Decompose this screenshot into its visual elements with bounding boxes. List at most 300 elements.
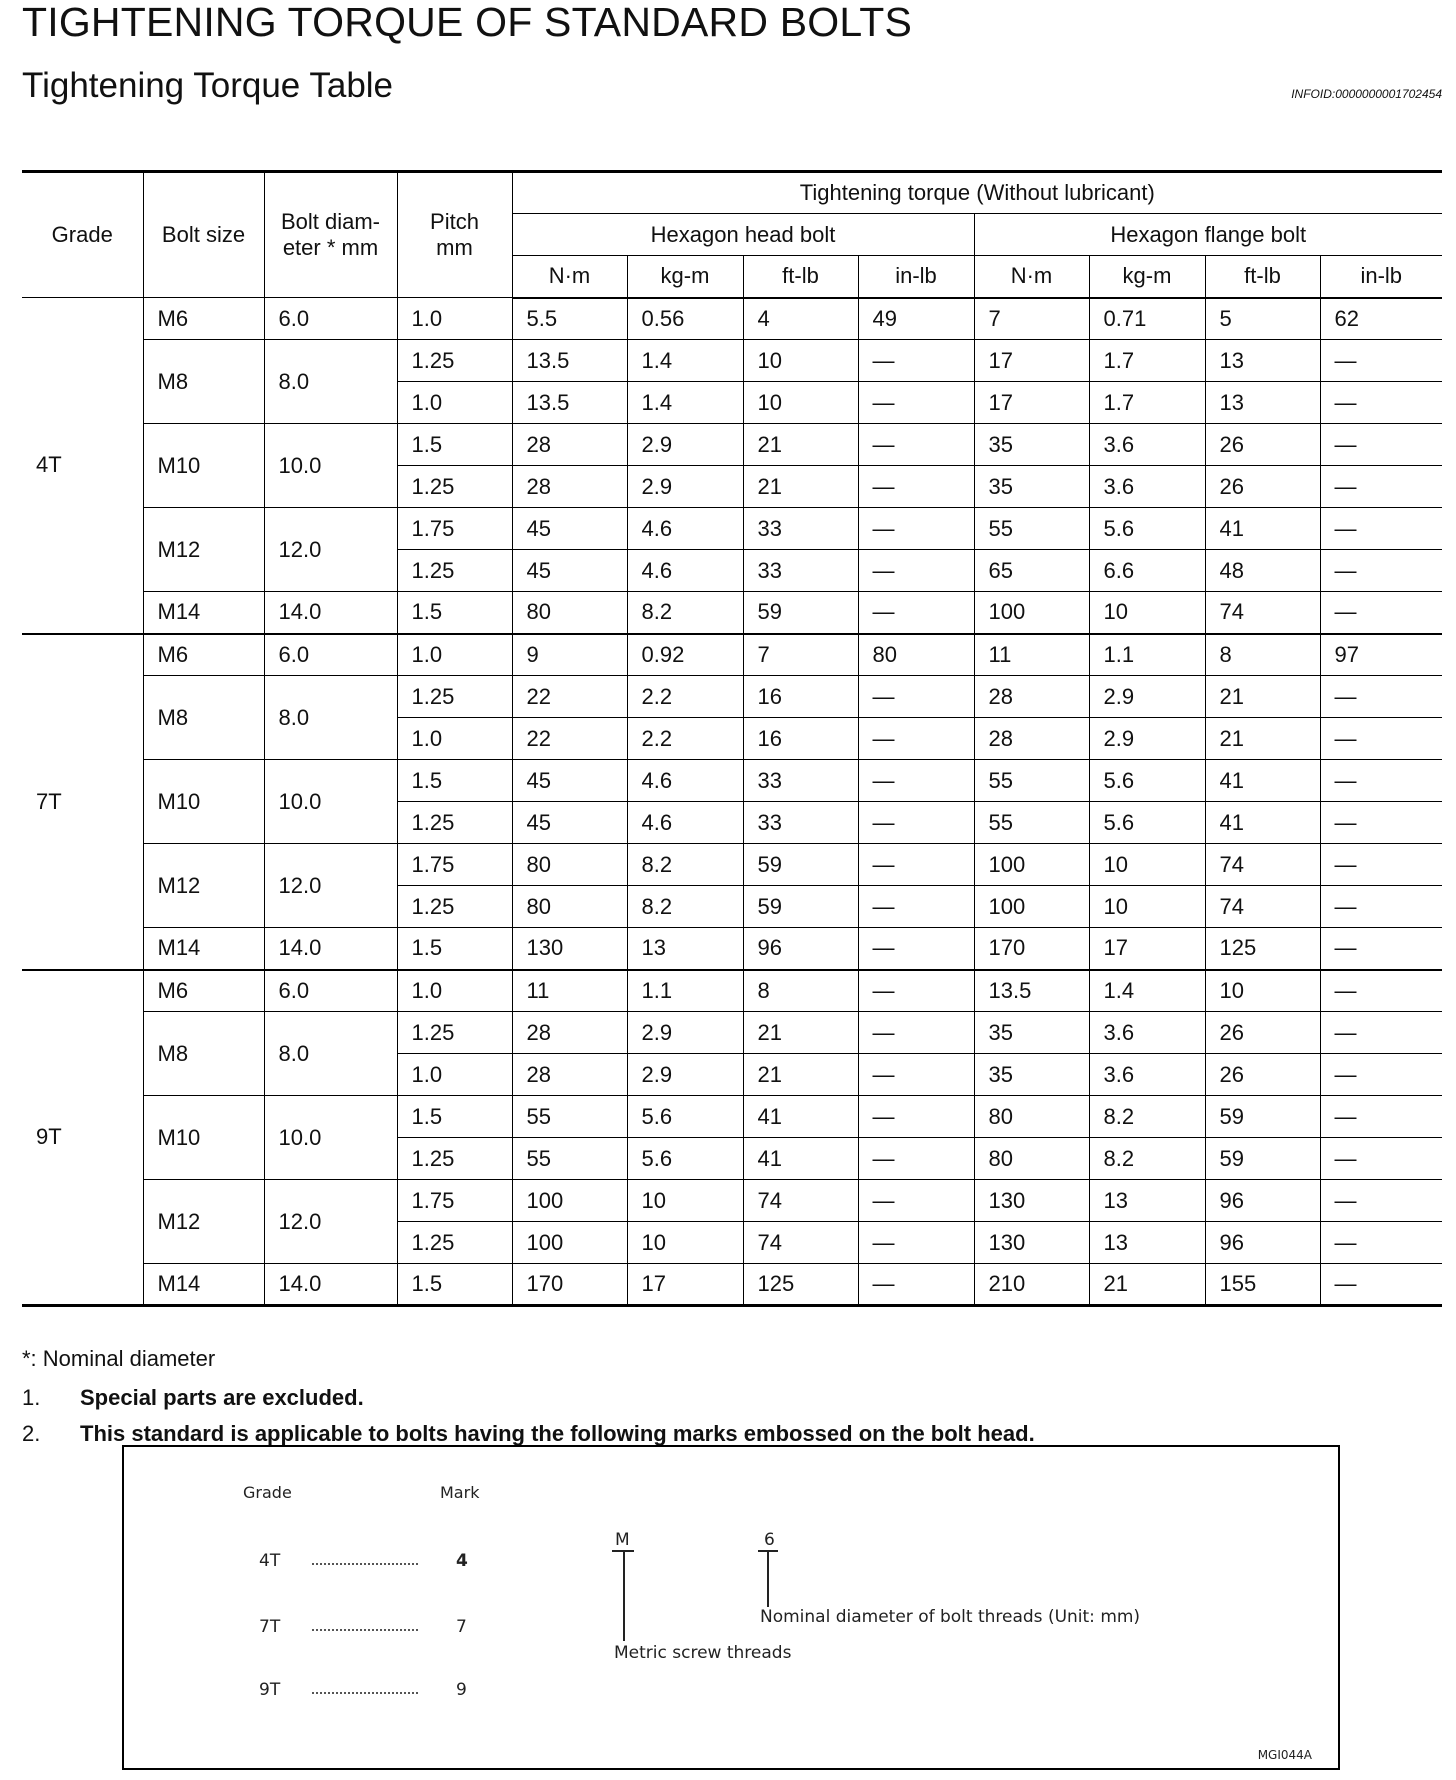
flange-ftlb-cell: 13 (1205, 382, 1320, 424)
pitch-cell: 1.75 (397, 844, 512, 886)
head-kgm-cell: 1.1 (627, 970, 743, 1012)
flange-nm-cell: 55 (974, 760, 1089, 802)
head-ftlb-cell: 33 (743, 802, 858, 844)
flange-kgm-cell: 1.7 (1089, 382, 1205, 424)
head-ftlb-cell: 41 (743, 1096, 858, 1138)
head-nm-cell: 13.5 (512, 382, 627, 424)
bolt-size-cell: M6 (143, 634, 264, 676)
head-ftlb-cell: 21 (743, 466, 858, 508)
head-nm-cell: 55 (512, 1096, 627, 1138)
flange-nm-cell: 28 (974, 676, 1089, 718)
pitch-cell: 1.5 (397, 424, 512, 466)
torque-table (22, 170, 1442, 1307)
head-kgm-cell: 2.2 (627, 718, 743, 760)
bolt-size-cell: M12 (143, 844, 264, 928)
header-unit: kg-m (627, 256, 743, 298)
header-bolt-diameter (264, 172, 397, 298)
flange-nm-cell: 17 (974, 340, 1089, 382)
note-number: 1. (22, 1385, 41, 1410)
flange-kgm-cell: 1.7 (1089, 340, 1205, 382)
bolt-diameter-cell: 10.0 (264, 1096, 397, 1180)
bolt-mark-figure (122, 1445, 1340, 1770)
pitch-cell: 1.75 (397, 508, 512, 550)
bolt-diameter-cell: 14.0 (264, 928, 397, 970)
pitch-cell: 1.75 (397, 1180, 512, 1222)
flange-kgm-cell: 8.2 (1089, 1096, 1205, 1138)
header-unit: in-lb (858, 256, 974, 298)
head-inlb-cell: — (858, 1180, 974, 1222)
flange-inlb-cell: — (1320, 550, 1442, 592)
head-ftlb-cell: 33 (743, 760, 858, 802)
table-row (22, 1012, 1442, 1054)
bolt-size-cell: M14 (143, 928, 264, 970)
bolt-diameter-cell: 14.0 (264, 1264, 397, 1306)
header-grade: Grade (22, 172, 143, 298)
head-kgm-cell: 10 (627, 1222, 743, 1264)
bolt-diameter-cell: 8.0 (264, 340, 397, 424)
flange-ftlb-cell: 59 (1205, 1138, 1320, 1180)
head-nm-cell: 55 (512, 1138, 627, 1180)
head-ftlb-cell: 10 (743, 340, 858, 382)
head-kgm-cell: 4.6 (627, 550, 743, 592)
flange-kgm-cell: 10 (1089, 844, 1205, 886)
table-row (22, 340, 1442, 382)
flange-inlb-cell: — (1320, 844, 1442, 886)
header-pitch (397, 172, 512, 298)
figure-diameter-label: Nominal diameter of bolt threads (Unit: mm) (760, 1607, 1141, 1627)
table-row (22, 760, 1442, 802)
head-ftlb-cell: 8 (743, 970, 858, 1012)
flange-nm-cell: 35 (974, 424, 1089, 466)
flange-kgm-cell: 3.6 (1089, 466, 1205, 508)
flange-nm-cell: 28 (974, 718, 1089, 760)
flange-kgm-cell: 5.6 (1089, 508, 1205, 550)
flange-kgm-cell: 13 (1089, 1180, 1205, 1222)
head-nm-cell: 80 (512, 592, 627, 634)
head-ftlb-cell: 10 (743, 382, 858, 424)
flange-kgm-cell: 21 (1089, 1264, 1205, 1306)
head-inlb-cell: — (858, 886, 974, 928)
head-kgm-cell: 2.9 (627, 424, 743, 466)
head-inlb-cell: — (858, 760, 974, 802)
grade-cell: 4T (22, 298, 143, 634)
flange-kgm-cell: 1.4 (1089, 970, 1205, 1012)
flange-nm-cell: 80 (974, 1096, 1089, 1138)
head-nm-cell: 170 (512, 1264, 627, 1306)
head-ftlb-cell: 59 (743, 844, 858, 886)
flange-inlb-cell: — (1320, 1222, 1442, 1264)
bolt-size-cell: M12 (143, 1180, 264, 1264)
flange-inlb-cell: — (1320, 802, 1442, 844)
bolt-diameter-cell: 12.0 (264, 844, 397, 928)
page-title: TIGHTENING TORQUE OF STANDARD BOLTS (22, 0, 913, 45)
table-row (22, 844, 1442, 886)
head-kgm-cell: 2.9 (627, 1054, 743, 1096)
note-text: This standard is applicable to bolts having the following marks embossed on the bolt head. (80, 1421, 1035, 1446)
head-inlb-cell: — (858, 1096, 974, 1138)
flange-nm-cell: 35 (974, 1054, 1089, 1096)
head-kgm-cell: 1.4 (627, 382, 743, 424)
head-nm-cell: 22 (512, 718, 627, 760)
head-kgm-cell: 4.6 (627, 802, 743, 844)
bolt-diameter-cell: 8.0 (264, 1012, 397, 1096)
flange-kgm-cell: 3.6 (1089, 424, 1205, 466)
head-nm-cell: 100 (512, 1180, 627, 1222)
head-inlb-cell: — (858, 1054, 974, 1096)
head-inlb-cell: — (858, 1012, 974, 1054)
bolt-diameter-cell: 10.0 (264, 760, 397, 844)
bolt-diameter-cell: 6.0 (264, 970, 397, 1012)
figure-diameter-number: 6 (764, 1530, 775, 1550)
flange-kgm-cell: 10 (1089, 886, 1205, 928)
flange-nm-cell: 130 (974, 1180, 1089, 1222)
head-inlb-cell: — (858, 1264, 974, 1306)
figure-dot-leader (312, 1563, 418, 1565)
head-inlb-cell: — (858, 382, 974, 424)
head-kgm-cell: 5.6 (627, 1138, 743, 1180)
flange-nm-cell: 35 (974, 466, 1089, 508)
note-text: Special parts are excluded. (80, 1385, 364, 1410)
flange-kgm-cell: 5.6 (1089, 760, 1205, 802)
head-ftlb-cell: 33 (743, 508, 858, 550)
head-inlb-cell: — (858, 718, 974, 760)
flange-ftlb-cell: 41 (1205, 760, 1320, 802)
flange-ftlb-cell: 10 (1205, 970, 1320, 1012)
table-row (22, 1180, 1442, 1222)
flange-nm-cell: 100 (974, 886, 1089, 928)
figure-number-leader (767, 1550, 769, 1607)
pitch-cell: 1.0 (397, 718, 512, 760)
flange-ftlb-cell: 155 (1205, 1264, 1320, 1306)
flange-nm-cell: 55 (974, 802, 1089, 844)
table-row (22, 928, 1442, 970)
pitch-cell: 1.25 (397, 802, 512, 844)
flange-kgm-cell: 13 (1089, 1222, 1205, 1264)
flange-ftlb-cell: 13 (1205, 340, 1320, 382)
head-inlb-cell: — (858, 970, 974, 1012)
flange-ftlb-cell: 48 (1205, 550, 1320, 592)
flange-kgm-cell: 5.6 (1089, 802, 1205, 844)
head-inlb-cell: — (858, 550, 974, 592)
grade-cell: 9T (22, 970, 143, 1306)
flange-ftlb-cell: 96 (1205, 1222, 1320, 1264)
flange-nm-cell: 35 (974, 1012, 1089, 1054)
bolt-size-cell: M14 (143, 1264, 264, 1306)
figure-grade-label: 7T (259, 1617, 281, 1637)
head-nm-cell: 45 (512, 550, 627, 592)
flange-inlb-cell: — (1320, 340, 1442, 382)
flange-inlb-cell: — (1320, 592, 1442, 634)
flange-inlb-cell: — (1320, 1264, 1442, 1306)
head-inlb-cell: — (858, 1222, 974, 1264)
flange-kgm-cell: 10 (1089, 592, 1205, 634)
header-unit: ft-lb (1205, 256, 1320, 298)
head-kgm-cell: 4.6 (627, 508, 743, 550)
flange-ftlb-cell: 21 (1205, 718, 1320, 760)
flange-ftlb-cell: 96 (1205, 1180, 1320, 1222)
head-ftlb-cell: 74 (743, 1180, 858, 1222)
head-kgm-cell: 2.9 (627, 466, 743, 508)
flange-inlb-cell: — (1320, 382, 1442, 424)
pitch-cell: 1.0 (397, 970, 512, 1012)
header-bolt-size: Bolt size (143, 172, 264, 298)
info-id: INFOID:0000000001702454 (1291, 87, 1442, 101)
flange-inlb-cell: 62 (1320, 298, 1442, 340)
flange-nm-cell: 65 (974, 550, 1089, 592)
pitch-cell: 1.0 (397, 382, 512, 424)
head-ftlb-cell: 7 (743, 634, 858, 676)
figure-dot-leader (312, 1629, 418, 1631)
flange-inlb-cell: — (1320, 718, 1442, 760)
figure-grade-header: Grade (243, 1483, 292, 1502)
header-unit: ft-lb (743, 256, 858, 298)
footnote: *: Nominal diameter (22, 1346, 216, 1371)
pitch-cell: 1.0 (397, 1054, 512, 1096)
table-row (22, 1096, 1442, 1138)
flange-kgm-cell: 8.2 (1089, 1138, 1205, 1180)
head-kgm-cell: 17 (627, 1264, 743, 1306)
flange-ftlb-cell: 5 (1205, 298, 1320, 340)
head-ftlb-cell: 21 (743, 1054, 858, 1096)
bolt-diameter-cell: 6.0 (264, 298, 397, 340)
flange-nm-cell: 100 (974, 592, 1089, 634)
header-pitch-text: Pitch mm (430, 209, 479, 260)
bolt-diameter-cell: 14.0 (264, 592, 397, 634)
bolt-size-cell: M10 (143, 424, 264, 508)
flange-ftlb-cell: 26 (1205, 466, 1320, 508)
flange-nm-cell: 13.5 (974, 970, 1089, 1012)
pitch-cell: 1.5 (397, 592, 512, 634)
flange-ftlb-cell: 21 (1205, 676, 1320, 718)
flange-inlb-cell: — (1320, 760, 1442, 802)
head-kgm-cell: 8.2 (627, 844, 743, 886)
head-nm-cell: 45 (512, 760, 627, 802)
header-unit: kg-m (1089, 256, 1205, 298)
flange-inlb-cell: — (1320, 1138, 1442, 1180)
bolt-size-cell: M14 (143, 592, 264, 634)
pitch-cell: 1.25 (397, 1138, 512, 1180)
flange-inlb-cell: — (1320, 466, 1442, 508)
bolt-diameter-cell: 6.0 (264, 634, 397, 676)
header-unit: N·m (974, 256, 1089, 298)
flange-kgm-cell: 3.6 (1089, 1012, 1205, 1054)
flange-kgm-cell: 2.9 (1089, 718, 1205, 760)
flange-inlb-cell: — (1320, 676, 1442, 718)
figure-mark-value: 4 (456, 1551, 468, 1571)
pitch-cell: 1.5 (397, 1264, 512, 1306)
torque-table-body (22, 298, 1442, 1306)
pitch-cell: 1.0 (397, 298, 512, 340)
head-inlb-cell: 49 (858, 298, 974, 340)
header-hexagon-flange-bolt: Hexagon flange bolt (974, 214, 1442, 256)
flange-ftlb-cell: 26 (1205, 1054, 1320, 1096)
bolt-size-cell: M8 (143, 340, 264, 424)
head-ftlb-cell: 59 (743, 592, 858, 634)
figure-mark-value: 7 (456, 1617, 467, 1637)
head-kgm-cell: 0.92 (627, 634, 743, 676)
head-inlb-cell: — (858, 340, 974, 382)
flange-nm-cell: 130 (974, 1222, 1089, 1264)
bolt-diameter-cell: 10.0 (264, 424, 397, 508)
flange-nm-cell: 210 (974, 1264, 1089, 1306)
figure-letter-leader (623, 1550, 625, 1641)
bolt-size-cell: M10 (143, 1096, 264, 1180)
head-inlb-cell: — (858, 844, 974, 886)
figure-reference-code: MGI044A (1257, 1748, 1312, 1762)
head-kgm-cell: 8.2 (627, 592, 743, 634)
head-ftlb-cell: 16 (743, 718, 858, 760)
notes (22, 1344, 1442, 1452)
flange-nm-cell: 80 (974, 1138, 1089, 1180)
head-ftlb-cell: 59 (743, 886, 858, 928)
head-ftlb-cell: 41 (743, 1138, 858, 1180)
flange-nm-cell: 11 (974, 634, 1089, 676)
flange-nm-cell: 7 (974, 298, 1089, 340)
figure-grade-label: 9T (259, 1680, 281, 1700)
table-row (22, 676, 1442, 718)
figure-mark-header: Mark (440, 1483, 480, 1502)
pitch-cell: 1.5 (397, 928, 512, 970)
figure-metric-label: Metric screw threads (614, 1643, 792, 1663)
head-ftlb-cell: 33 (743, 550, 858, 592)
bolt-size-cell: M6 (143, 298, 264, 340)
flange-ftlb-cell: 74 (1205, 886, 1320, 928)
flange-ftlb-cell: 125 (1205, 928, 1320, 970)
head-inlb-cell: 80 (858, 634, 974, 676)
note-number: 2. (22, 1421, 41, 1446)
figure-dot-leader (312, 1692, 418, 1694)
head-nm-cell: 28 (512, 466, 627, 508)
table-row (22, 1264, 1442, 1306)
head-nm-cell: 13.5 (512, 340, 627, 382)
flange-kgm-cell: 17 (1089, 928, 1205, 970)
flange-inlb-cell: — (1320, 970, 1442, 1012)
flange-inlb-cell: — (1320, 1096, 1442, 1138)
pitch-cell: 1.25 (397, 886, 512, 928)
head-nm-cell: 45 (512, 508, 627, 550)
bolt-size-cell: M6 (143, 970, 264, 1012)
flange-inlb-cell: — (1320, 886, 1442, 928)
head-kgm-cell: 2.9 (627, 1012, 743, 1054)
flange-inlb-cell: 97 (1320, 634, 1442, 676)
pitch-cell: 1.25 (397, 466, 512, 508)
flange-kgm-cell: 1.1 (1089, 634, 1205, 676)
bolt-size-cell: M12 (143, 508, 264, 592)
head-inlb-cell: — (858, 466, 974, 508)
head-kgm-cell: 10 (627, 1180, 743, 1222)
table-row (22, 508, 1442, 550)
table-row (22, 298, 1442, 340)
header-hexagon-head-bolt: Hexagon head bolt (512, 214, 974, 256)
head-inlb-cell: — (858, 1138, 974, 1180)
bolt-size-cell: M8 (143, 676, 264, 760)
head-nm-cell: 9 (512, 634, 627, 676)
pitch-cell: 1.5 (397, 1096, 512, 1138)
head-kgm-cell: 4.6 (627, 760, 743, 802)
header-unit: in-lb (1320, 256, 1442, 298)
flange-nm-cell: 17 (974, 382, 1089, 424)
head-ftlb-cell: 21 (743, 1012, 858, 1054)
flange-kgm-cell: 0.71 (1089, 298, 1205, 340)
pitch-cell: 1.0 (397, 634, 512, 676)
flange-ftlb-cell: 41 (1205, 802, 1320, 844)
flange-nm-cell: 170 (974, 928, 1089, 970)
head-ftlb-cell: 4 (743, 298, 858, 340)
flange-inlb-cell: — (1320, 928, 1442, 970)
head-inlb-cell: — (858, 424, 974, 466)
header-torque-group: Tightening torque (Without lubricant) (512, 172, 1442, 214)
head-nm-cell: 45 (512, 802, 627, 844)
flange-ftlb-cell: 59 (1205, 1096, 1320, 1138)
head-nm-cell: 5.5 (512, 298, 627, 340)
head-kgm-cell: 2.2 (627, 676, 743, 718)
pitch-cell: 1.25 (397, 340, 512, 382)
table-row (22, 424, 1442, 466)
flange-ftlb-cell: 41 (1205, 508, 1320, 550)
head-kgm-cell: 8.2 (627, 886, 743, 928)
head-inlb-cell: — (858, 676, 974, 718)
head-nm-cell: 130 (512, 928, 627, 970)
head-nm-cell: 28 (512, 1012, 627, 1054)
header-bolt-diameter-text: Bolt diam-eter * mm (280, 209, 381, 260)
bolt-size-cell: M8 (143, 1012, 264, 1096)
header-unit: N·m (512, 256, 627, 298)
head-ftlb-cell: 74 (743, 1222, 858, 1264)
pitch-cell: 1.25 (397, 676, 512, 718)
flange-inlb-cell: — (1320, 424, 1442, 466)
head-nm-cell: 80 (512, 844, 627, 886)
flange-inlb-cell: — (1320, 1180, 1442, 1222)
head-inlb-cell: — (858, 928, 974, 970)
head-ftlb-cell: 21 (743, 424, 858, 466)
figure-mark-value: 9 (456, 1680, 467, 1700)
flange-inlb-cell: — (1320, 1054, 1442, 1096)
head-nm-cell: 28 (512, 424, 627, 466)
flange-kgm-cell: 6.6 (1089, 550, 1205, 592)
head-kgm-cell: 0.56 (627, 298, 743, 340)
head-ftlb-cell: 96 (743, 928, 858, 970)
flange-ftlb-cell: 8 (1205, 634, 1320, 676)
pitch-cell: 1.25 (397, 1012, 512, 1054)
pitch-cell: 1.25 (397, 550, 512, 592)
head-nm-cell: 22 (512, 676, 627, 718)
head-inlb-cell: — (858, 508, 974, 550)
flange-nm-cell: 100 (974, 844, 1089, 886)
flange-ftlb-cell: 26 (1205, 424, 1320, 466)
flange-kgm-cell: 3.6 (1089, 1054, 1205, 1096)
flange-nm-cell: 55 (974, 508, 1089, 550)
bolt-size-cell: M10 (143, 760, 264, 844)
section-subtitle: Tightening Torque Table (22, 66, 394, 105)
flange-inlb-cell: — (1320, 1012, 1442, 1054)
pitch-cell: 1.25 (397, 1222, 512, 1264)
flange-inlb-cell: — (1320, 508, 1442, 550)
flange-ftlb-cell: 26 (1205, 1012, 1320, 1054)
grade-cell: 7T (22, 634, 143, 970)
head-inlb-cell: — (858, 802, 974, 844)
head-nm-cell: 28 (512, 1054, 627, 1096)
flange-ftlb-cell: 74 (1205, 592, 1320, 634)
bolt-diameter-cell: 8.0 (264, 676, 397, 760)
bolt-diameter-cell: 12.0 (264, 508, 397, 592)
table-row (22, 634, 1442, 676)
head-nm-cell: 80 (512, 886, 627, 928)
bolt-diameter-cell: 12.0 (264, 1180, 397, 1264)
table-row (22, 970, 1442, 1012)
figure-metric-letter: M (615, 1530, 630, 1550)
head-nm-cell: 11 (512, 970, 627, 1012)
head-ftlb-cell: 16 (743, 676, 858, 718)
